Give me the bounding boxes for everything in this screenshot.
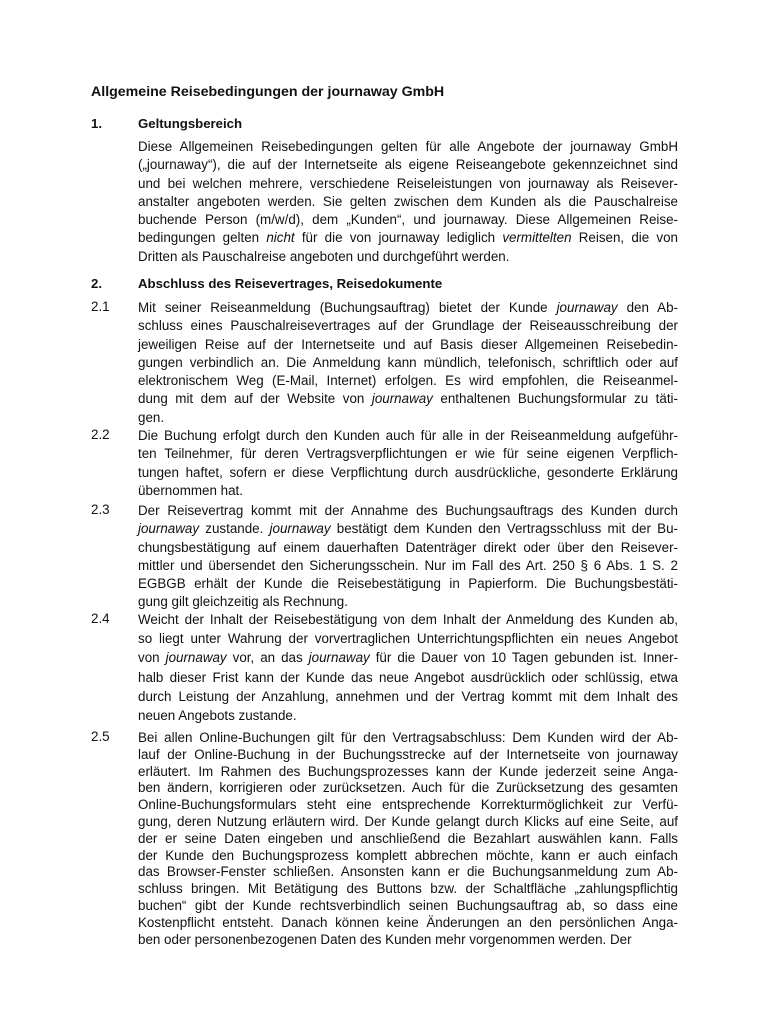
clause-number: 2.5: [91, 729, 110, 744]
text-line: Der Reisevertrag kommt mit der Annahme des Buchungsauftrags des Kunden durch: [138, 503, 678, 518]
clause-number: 2.1: [91, 299, 110, 314]
emphasis: nicht: [266, 230, 295, 246]
text-line: gungen verbindlich an. Die Anmeldung kann mündlich, telefonisch, schriftlich oder auf: [138, 354, 678, 370]
text-line: neuen Angebots zustande.: [138, 707, 297, 723]
text-line: der Kunde den Buchungsprozess komplett abbrechen möchte, kann er auch einfach: [138, 847, 678, 863]
text-line: schluss bringen. Mit Betätigung des Buttons bzw. der Schaltfläche „zahlungspflichtig: [138, 881, 678, 897]
text-line: übernommen hat.: [138, 482, 243, 498]
text-line: gen.: [138, 409, 165, 425]
text-line: mittler und übersendet den Sicherungsschein. Nur im Fall des Art. 250 § 6 Abs. 1 S. 2: [138, 557, 678, 573]
paragraph-text: [138, 427, 678, 500]
paragraph-text: [138, 729, 678, 947]
text-line: schluss eines Pauschalreisevertrages auf der Grundlage der Reiseausschreibung der: [138, 318, 678, 334]
clause-number: 2.3: [91, 502, 110, 517]
text-line: durch Leistung der Anzahlung, annehmen und der Vertrag kommt mit dem Inhalt des: [138, 688, 678, 704]
text-line: buchende Person (m/w/d), dem „Kunden“, und journaway. Diese Allgemeinen Reise-: [138, 212, 678, 228]
clause-number: 2.4: [91, 611, 110, 626]
text-line: jeweiligen Reise auf der Internetseite und auf Basis dieser Allgemeinen Reisebedin-: [138, 336, 678, 352]
section-number: 2.: [91, 276, 102, 291]
section-heading-1: [91, 116, 691, 134]
clause-number: 2.2: [91, 427, 110, 442]
document-title: Allgemeine Reisebedingungen der journaway GmbH: [91, 84, 445, 100]
text-line: Bei allen Online-Buchungen gilt für den Vertragsabschluss: Dem Kunden wird der Ab-: [138, 730, 678, 745]
paragraph-text: [138, 502, 678, 612]
text-line: elektronischem Weg (E-Mail, Internet) erfolgen. Es wird empfohlen, die Reiseanmel-: [138, 373, 678, 389]
text-line: lauf der Online-Buchung in der Buchungsstrecke auf der Internetseite von journaway: [138, 746, 678, 762]
text-line: so liegt unter Wahrung der vorvertraglichen Unterrichtungspflichten ein neues Angebot: [138, 631, 678, 647]
text-line: Mit seiner Reiseanmeldung (Buchungsauftrag) bietet der Kunde journaway den Ab-: [138, 300, 678, 315]
paragraph-text: [138, 138, 678, 266]
emphasis: journaway: [556, 300, 618, 315]
text-line: buchen“ gibt der Kunde rechtsverbindlich seinen Buchungsauftrag ab, so dass eine: [138, 897, 678, 913]
text-line: der er seine Daten eingeben und anschließend die Bezahlart auswählen kann. Falls: [138, 830, 678, 846]
text-line: ben ändern, korrigieren oder zurücksetzen. Auch für die Zurücksetzung des gesamten: [138, 780, 678, 796]
paragraph-text: [138, 299, 678, 427]
text-line: Kostenpflicht entsteht. Danach können keine Änderungen an den persönlichen Anga-: [138, 914, 678, 930]
emphasis: journaway: [269, 521, 331, 537]
emphasis: journaway: [308, 650, 370, 666]
emphasis: journaway: [138, 521, 200, 537]
text-line: ten Teilnehmer, für deren Vertragsverpflichtungen er wie für seine eigenen Verpflich-: [138, 446, 678, 462]
section-title: Abschluss des Reisevertrages, Reisedokumente: [138, 276, 443, 291]
section-title: Geltungsbereich: [138, 116, 243, 131]
text-line: Weicht der Inhalt der Reisebestätigung von dem Inhalt der Anmeldung des Kunden ab,: [138, 612, 678, 627]
emphasis: journaway: [165, 650, 227, 666]
text-line: halb dieser Frist kann der Kunde das neue Angebot ausdrücklich oder schlüssig, etwa: [138, 669, 678, 685]
text-line: journaway zustande. journaway bestätigt dem Kunden den Vertragsschluss mit der Bu-: [138, 521, 678, 537]
paragraph-text: [138, 611, 678, 726]
emphasis: vermittelten: [502, 230, 572, 246]
text-line: gung gilt gleichzeitig als Rechnung.: [138, 594, 348, 610]
emphasis: journaway: [371, 391, 433, 407]
text-line: Diese Allgemeinen Reisebedingungen gelten für alle Angebote der journaway GmbH: [138, 139, 678, 154]
text-line: Dritten als Pauschalreise angeboten und durchgeführt werden.: [138, 248, 510, 264]
section-heading-2: [91, 276, 691, 294]
text-line: dung mit dem auf der Website von journaway enthaltenen Buchungsformular zu täti-: [138, 391, 678, 407]
text-line: von journaway vor, an das journaway für die Dauer von 10 Tagen gebunden ist. Inner-: [138, 650, 678, 666]
text-line: chungsbestätigung auf einem dauerhaften Datenträger direkt oder über den Reisever-: [138, 539, 678, 555]
text-line: gung, deren Nutzung erläutern wird. Der Kunde gelangt durch Klicks auf eine Seite, auf: [138, 813, 678, 829]
text-line: tungen haftet, sofern er diese Verpflichtung durch ausdrückliche, gesonderte Erklärung: [138, 464, 678, 480]
text-line: („journaway“), die auf der Internetseite als eigene Reiseangebote gekennzeichnet sind: [138, 157, 678, 173]
text-line: und bei welchen mehrere, verschiedene Reiseleistungen von journaway als Reisever-: [138, 175, 678, 191]
text-line: Online-Buchungsformulars steht eine entsprechende Korrekturmöglichkeit zur Verfü-: [138, 797, 678, 813]
text-line: bedingungen gelten nicht für die von journaway lediglich vermittelten Reisen, die von: [138, 230, 678, 246]
text-line: ben oder personenbezogenen Daten des Kunden mehr vorgenommen werden. Der: [138, 931, 632, 947]
text-line: anstalter angeboten werden. Sie gelten zwischen dem Kunden als die Pauschalreise: [138, 193, 678, 209]
section-number: 1.: [91, 116, 102, 131]
text-line: das Browser-Fenster schließen. Ansonsten kann er die Buchungsanmeldung zum Ab-: [138, 864, 678, 880]
text-line: EGBGB erhält der Kunde die Reisebestätigung in Papierform. Die Buchungsbestäti-: [138, 576, 678, 592]
text-line: erläutert. Im Rahmen des Buchungsprozesses kann der Kunde jederzeit seine Anga-: [138, 763, 678, 779]
text-line: Die Buchung erfolgt durch den Kunden auch für alle in der Reiseanmeldung aufgeführ-: [138, 428, 678, 443]
